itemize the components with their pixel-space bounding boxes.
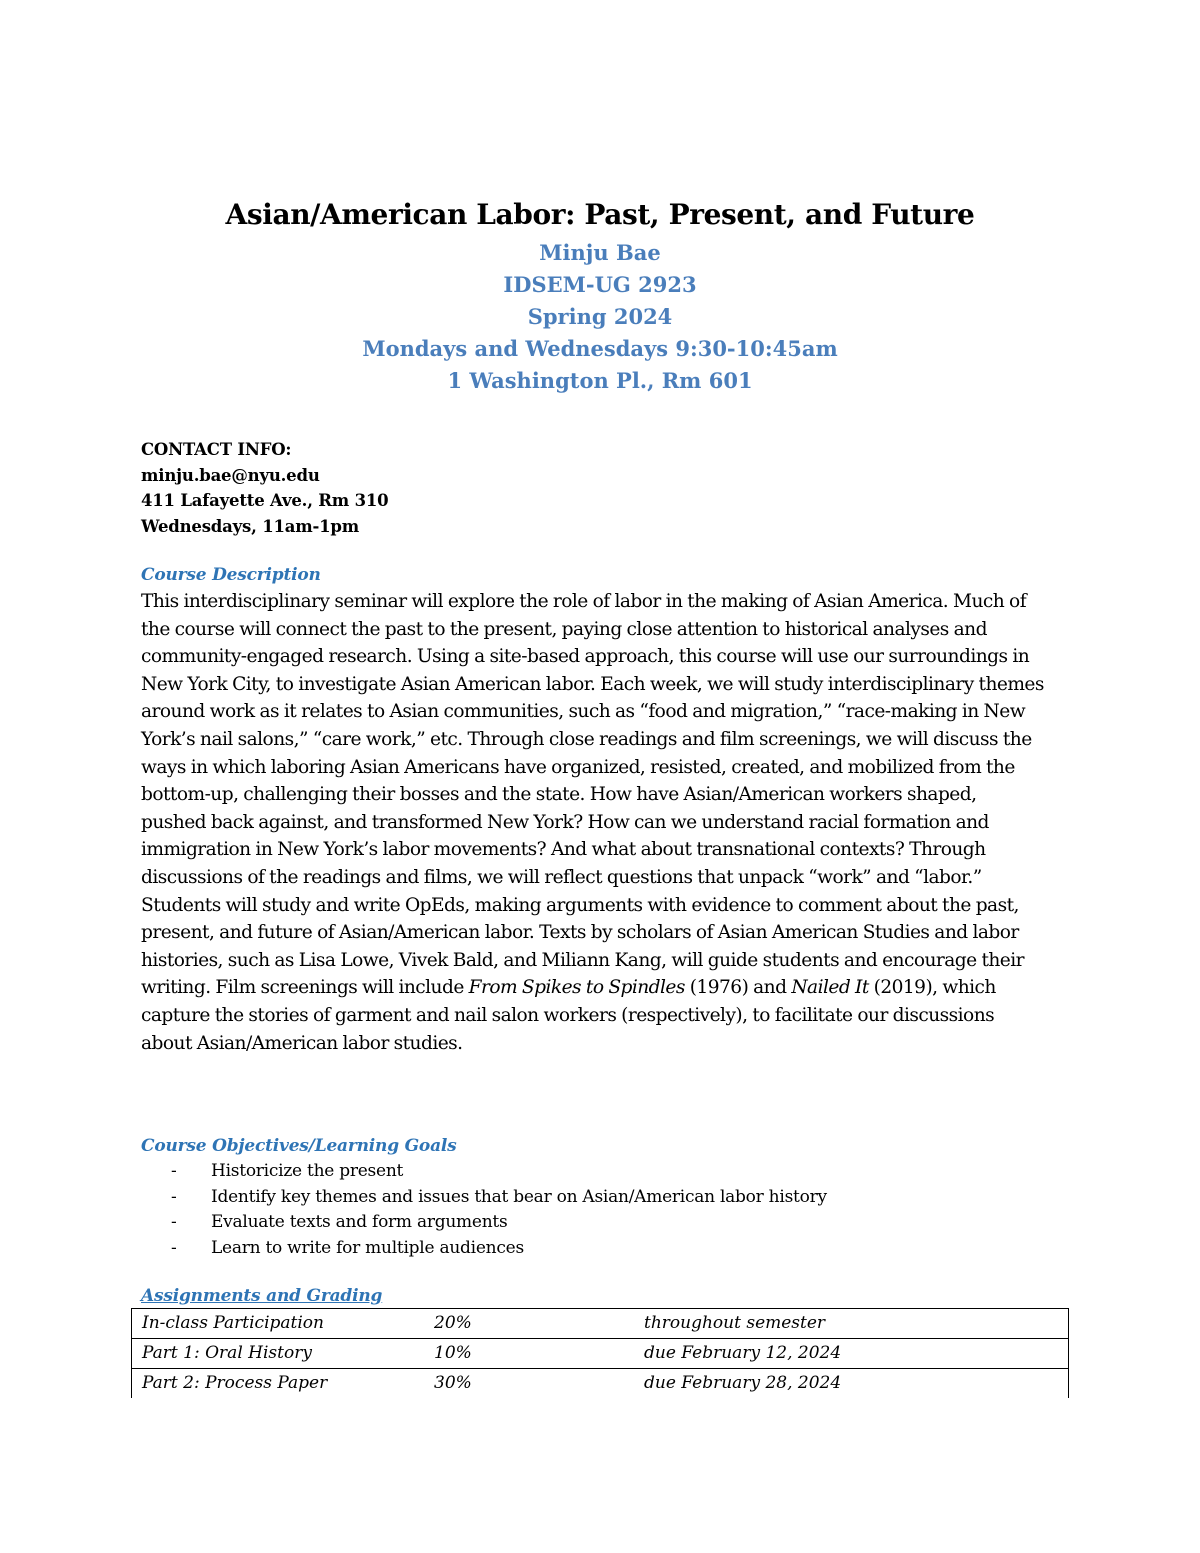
instructor-name: Minju Bae bbox=[539, 240, 661, 265]
film-title-1: From Spikes to Spindles bbox=[468, 977, 685, 999]
list-item bbox=[171, 1210, 827, 1236]
office-hours: Wednesdays, 11am-1pm bbox=[141, 516, 360, 536]
assignment-name: Part 2: Process Paper bbox=[132, 1369, 425, 1399]
objective-text: Learn to write for multiple audiences bbox=[211, 1237, 524, 1258]
grading-table bbox=[131, 1308, 1069, 1398]
list-bullet: - bbox=[171, 1212, 177, 1232]
assignment-weight: 30% bbox=[424, 1369, 634, 1399]
objective-text: Identify key themes and issues that bear on Asian/American labor history bbox=[211, 1186, 827, 1207]
list-item bbox=[171, 1185, 827, 1211]
course-description-heading: Course Description bbox=[141, 565, 321, 585]
description-part-3: (2019), which capture the stories of garment and nail salon workers (respectively), to facilitate our discussions about Asian/American labor studies. bbox=[141, 977, 996, 1054]
assignment-due: throughout semester bbox=[634, 1309, 1069, 1339]
course-schedule: Mondays and Wednesdays 9:30-10:45am bbox=[362, 336, 838, 361]
list-bullet: - bbox=[171, 1186, 177, 1207]
assignment-name: In-class Participation bbox=[132, 1309, 425, 1339]
assignments-heading: Assignments and Grading bbox=[141, 1286, 383, 1306]
contact-info bbox=[141, 437, 388, 539]
contact-label: CONTACT INFO: bbox=[141, 440, 292, 459]
assignment-weight: 10% bbox=[424, 1339, 634, 1369]
table-row bbox=[132, 1309, 1069, 1339]
list-bullet: - bbox=[171, 1237, 177, 1258]
film-title-2: Nailed It bbox=[791, 977, 869, 999]
contact-email[interactable]: minju.bae@nyu.edu bbox=[141, 465, 320, 485]
assignment-name: Part 1: Oral History bbox=[132, 1339, 425, 1369]
objectives-heading: Course Objectives/Learning Goals bbox=[141, 1136, 457, 1156]
course-description-text bbox=[141, 588, 1046, 1057]
list-item bbox=[171, 1236, 827, 1262]
course-location: 1 Washington Pl., Rm 601 bbox=[447, 368, 753, 393]
course-code: IDSEM-UG 2923 bbox=[503, 272, 697, 297]
description-part-2: (1976) and bbox=[684, 977, 792, 999]
assignment-due: due February 28, 2024 bbox=[634, 1369, 1069, 1399]
table-row bbox=[132, 1339, 1069, 1369]
course-term: Spring 2024 bbox=[527, 304, 673, 329]
title-block bbox=[141, 193, 1059, 397]
assignment-weight: 20% bbox=[424, 1309, 634, 1339]
course-title: Asian/American Labor: Past, Present, and Future bbox=[225, 198, 975, 231]
assignment-due: due February 12, 2024 bbox=[634, 1339, 1069, 1369]
objectives-list bbox=[171, 1159, 827, 1261]
list-bullet: - bbox=[171, 1161, 177, 1181]
description-part-1: This interdisciplinary seminar will explore the role of labor in the making of Asian America. Much of the course will connect the past to the present, paying close attention to historical analyses and community-engaged research. Using a site-based approach, this course will use our surroundings in New York City, to investigate Asian American labor. Each week, we will study interdisciplinary themes around work as it relates to Asian communities, such as “food and migration,” “race-making in New York’s nail salons,” “care work,” etc. Through close readings and film screenings, we will discuss the ways in which laboring Asian Americans have organized, resisted, created, and mobilized from the bottom-up, challenging their bosses and the state. How have Asian/American workers shaped, pushed back against, and transformed New York? How can we understand racial formation and immigration in New York’s labor movements? And what about transnational contexts? Through discussions of the readings and films, we will reflect questions that unpack “work” and “labor.” Students will study and write OpEds, making arguments with evidence to comment about the past, present, and future of Asian/American labor. Texts by scholars of Asian American Studies and labor histories, such as Lisa Lowe, Vivek Bald, and Miliann Kang, will guide students and encourage their writing. Film screenings will include bbox=[141, 591, 1044, 999]
objective-text: Historicize the present bbox=[211, 1161, 404, 1181]
office-address: 411 Lafayette Ave., Rm 310 bbox=[141, 491, 389, 510]
table-row bbox=[132, 1369, 1069, 1399]
objective-text: Evaluate texts and form arguments bbox=[211, 1212, 508, 1232]
list-item bbox=[171, 1159, 827, 1185]
